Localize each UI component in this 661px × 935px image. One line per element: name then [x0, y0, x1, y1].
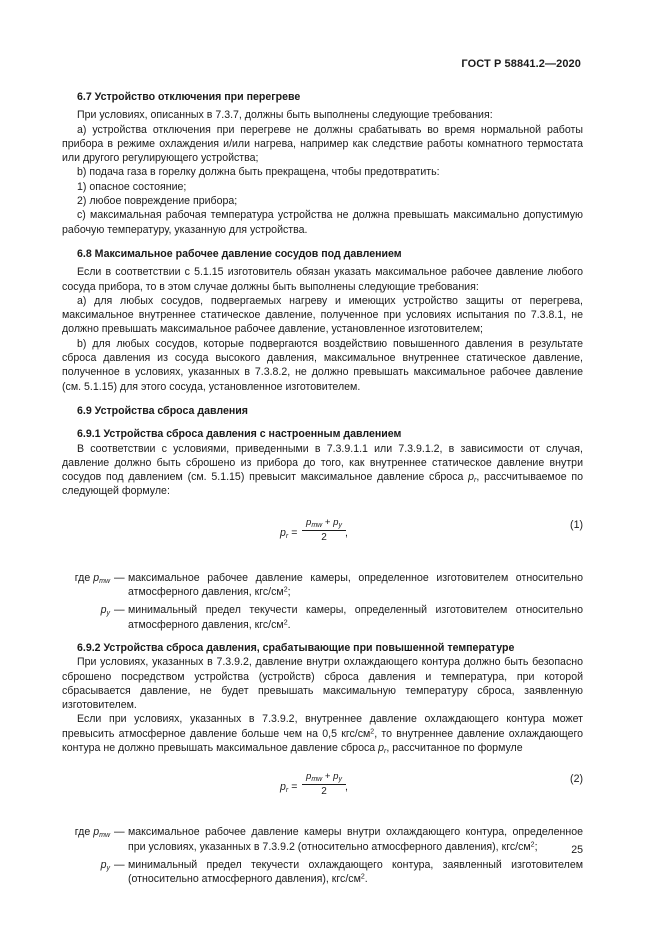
page-body: [62, 90, 583, 886]
formula-number: (2): [570, 773, 583, 786]
list-item: 1) опасное состояние;: [77, 180, 187, 193]
formula-2: $p_r$ = $p_{mw} + p_y$ 2 , (2): [280, 771, 583, 798]
section-6-8-title: 6.8 Максимальное рабочее давление сосудов под давлением: [77, 247, 402, 260]
formula-fraction: $p_{mw} + p_y$ 2: [302, 517, 346, 545]
section-6-9-title: 6.9 Устройства сброса давления: [77, 404, 248, 417]
definition-item: где $p_{mw}$ — максимальное рабочее давление камеры внутри охлаждающего контура, определенное при условиях, указанных в 7.3.9.2 (относительно атмосферного давления), кгс/$см^2$;: [74, 826, 583, 853]
definition-item: $p_y$ — минимальный предел текучести камеры, определенный изготовителем относительно атмосферного давления, кгс/$см^2$.: [100, 604, 583, 631]
formula-lhs: $p_r$ =: [280, 526, 298, 540]
paragraph: При условиях, описанных в 7.3.7, должны быть выполнены следующие требования:: [77, 109, 493, 122]
list-item: а) для любых сосудов, подвергаемых нагреву и имеющих устройство защиты от перегрева, максимальное внутреннее статическое давление, полученное при условиях испытания по 7.3.8.1, не должно превышать максимальное рабочее давление, установленное изготовителем;: [62, 294, 583, 336]
list-item: b) для любых сосудов, которые подвергаются воздействию повышенного давления в результате сброса давления из сосуда высокого давления, максимальное внутреннее статическое давление, полученное в условиях, указанных в 7.3.8.2, не должно превышать максимальное рабочее давление (см. 5.1.15) для этого сосуда, установленное изготовителем.: [62, 337, 583, 393]
formula-number: (1): [570, 518, 583, 531]
definition-item: $p_y$ — минимальный предел текучести охлаждающего контура, заявленный изготовителем (относительно атмосферного давления), кгс/$см^2$.: [100, 858, 583, 886]
document-id: ГОСТ Р 58841.2—2020: [461, 58, 581, 70]
paragraph: В соответствии с условиями, приведенными в 7.3.9.1.1 или 7.3.9.1.2, в зависимости от случая, давление должно быть сброшено из прибора до того, как внутреннее статическое давление внутри сосудов под давлением (см. 5.1.15) превысит максимальное давление сброса $p_r$, рассчитываемое по следующей формуле:: [62, 442, 583, 498]
section-6-9-1-title: 6.9.1 Устройства сброса давления с настроенным давлением: [77, 428, 402, 441]
definition-item: где $p_{mw}$ — максимальное рабочее давление камеры, определенное изготовителем относительно атмосферного давления, кгс/$см^2$;: [74, 571, 583, 599]
list-item: b) подача газа в горелку должна быть прекращена, чтобы предотвратить:: [77, 166, 440, 179]
list-item: 2) любое повреждение прибора;: [77, 195, 238, 208]
page-number: 25: [571, 844, 583, 856]
formula-lhs: $p_r$ =: [280, 781, 298, 795]
list-item: а) устройства отключения при перегреве не должны срабатывать во время нормальной работы прибора в режиме охлаждения и/или нагрева, например как следствие работы комнатного термостата или другого регулирующего устройства;: [62, 123, 583, 165]
paragraph: Если в соответствии с 5.1.15 изготовитель обязан указать максимальное рабочее давление любого сосуда прибора, то в этом случае должны быть выполнены следующие требования:: [62, 266, 583, 293]
list-item: с) максимальная рабочая температура устройства не должна превышать максимально допустимую рабочую температуру, указанную для устройства.: [62, 209, 583, 236]
paragraph: Если при условиях, указанных в 7.3.9.2, внутреннее давление охлаждающего контура может превысить атмосферное давление больше чем на 0,5 кгс/$см^2$, то внутреннее давление охлаждающего контура не должно превышать максимальное давление сброса $p_r$, рассчитанное по формуле: [62, 713, 584, 755]
formula-1: $p_r$ = $p_{mw} + p_y$ 2 , (1): [280, 516, 583, 543]
section-6-9-2-title: 6.9.2 Устройства сброса давления, срабатывающие при повышенной температуре: [77, 641, 515, 654]
paragraph: При условиях, указанных в 7.3.9.2, давление внутри охлаждающего контура должно быть безопасно сброшено посредством устройства (устройств) сброса давления и температура, при которой сбрасывается давление, не будет превышать максимальную температуру сброса, заявленную изготовителем.: [62, 656, 583, 712]
formula-fraction: $p_{mw} + p_y$ 2: [302, 771, 346, 799]
section-6-7-title: 6.7 Устройство отключения при перегреве: [77, 91, 301, 103]
